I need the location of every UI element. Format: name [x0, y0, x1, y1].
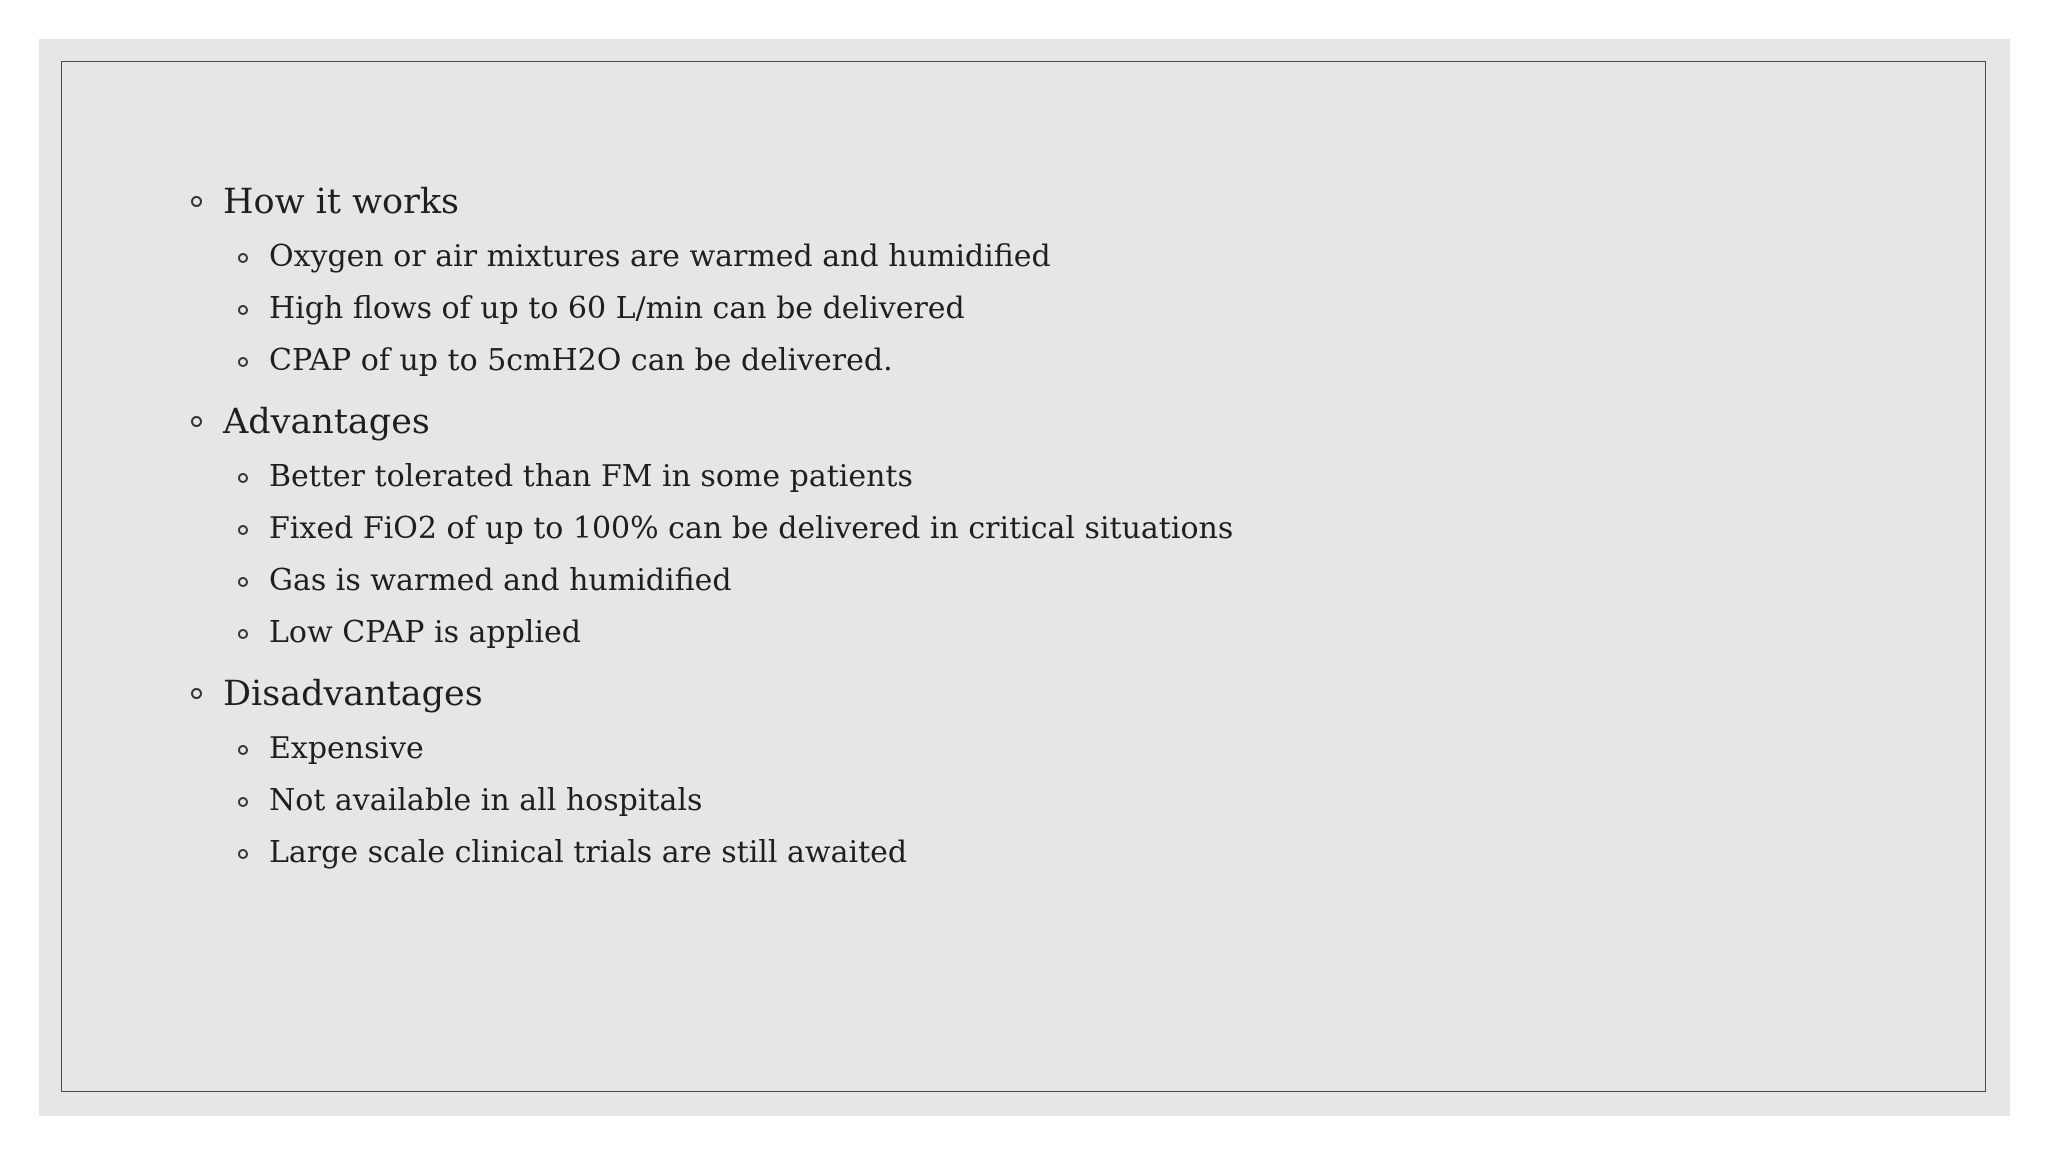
hollow-bullet-icon	[238, 797, 248, 807]
list-item-text: Fixed FiO2 of up to 100% can be delivered in critical situations	[269, 511, 1234, 546]
list-item	[185, 555, 1885, 607]
hollow-bullet-icon	[238, 253, 248, 263]
heading-how-it-works	[185, 179, 1885, 225]
bullet-list	[185, 179, 1885, 879]
list-item-text: Oxygen or air mixtures are warmed and humidified	[269, 239, 1051, 274]
section-advantages	[185, 399, 1885, 659]
list-item-text: Expensive	[269, 731, 424, 766]
hollow-bullet-icon	[238, 745, 248, 755]
list-item	[185, 283, 1885, 335]
list-item	[185, 723, 1885, 775]
list-item-text: CPAP of up to 5cmH2O can be delivered.	[269, 343, 893, 378]
list-item	[185, 335, 1885, 387]
heading-disadvantages	[185, 671, 1885, 717]
list-item-text: High flows of up to 60 L/min can be delivered	[269, 291, 965, 326]
hollow-bullet-icon	[238, 577, 248, 587]
hollow-bullet-icon	[191, 196, 202, 207]
list-item	[185, 775, 1885, 827]
hollow-bullet-icon	[238, 525, 248, 535]
list-item	[185, 451, 1885, 503]
list-item-text: Not available in all hospitals	[269, 783, 703, 818]
section-how-it-works	[185, 179, 1885, 387]
heading-text: How it works	[223, 182, 459, 222]
hollow-bullet-icon	[238, 629, 248, 639]
slide	[39, 39, 2010, 1116]
list-item-text: Better tolerated than FM in some patients	[269, 459, 913, 494]
list-item	[185, 607, 1885, 659]
heading-advantages	[185, 399, 1885, 445]
hollow-bullet-icon	[191, 688, 202, 699]
hollow-bullet-icon	[238, 305, 248, 315]
hollow-bullet-icon	[238, 849, 248, 859]
list-item-text: Low CPAP is applied	[269, 615, 581, 650]
heading-text: Advantages	[223, 402, 430, 442]
list-item	[185, 231, 1885, 283]
heading-text: Disadvantages	[223, 674, 483, 714]
list-item-text: Large scale clinical trials are still awaited	[269, 835, 908, 870]
section-disadvantages	[185, 671, 1885, 879]
list-item-text: Gas is warmed and humidified	[269, 563, 732, 598]
hollow-bullet-icon	[238, 357, 248, 367]
hollow-bullet-icon	[238, 473, 248, 483]
list-item	[185, 503, 1885, 555]
hollow-bullet-icon	[191, 416, 202, 427]
list-item	[185, 827, 1885, 879]
